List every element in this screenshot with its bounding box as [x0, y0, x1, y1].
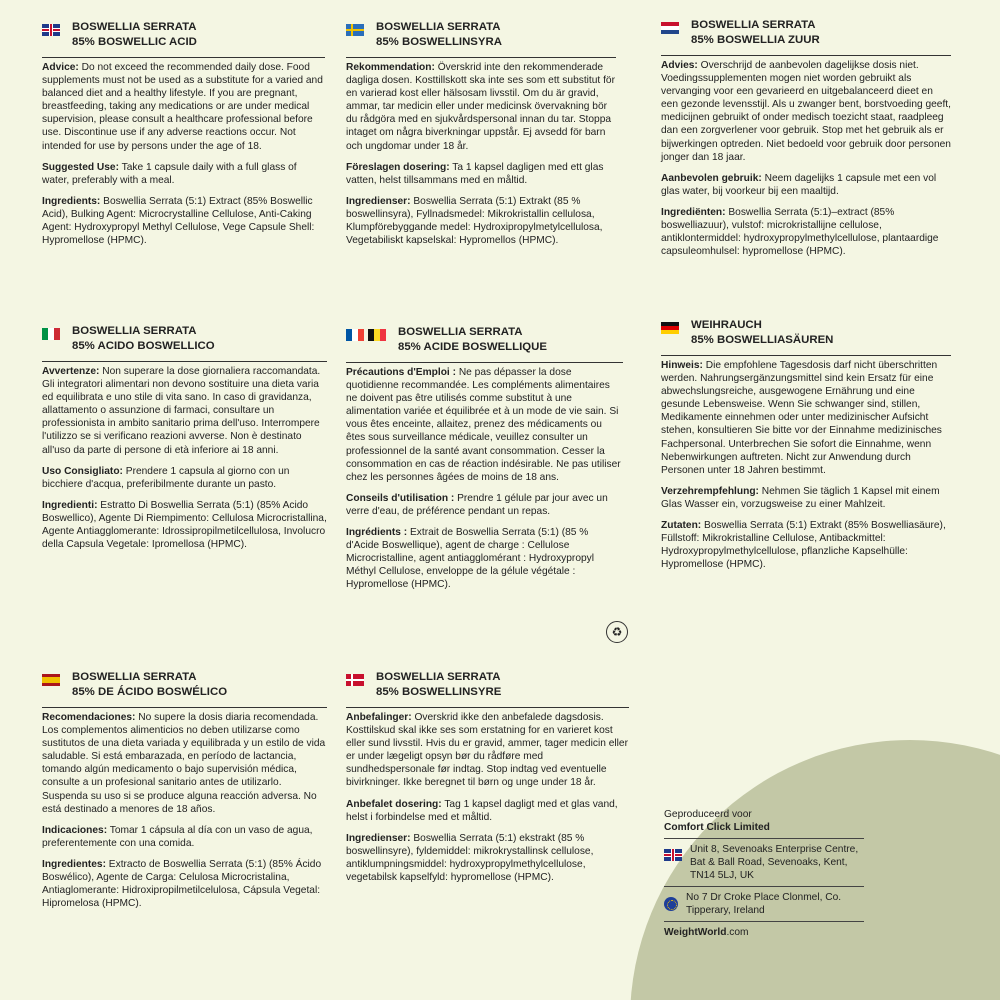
advice-paragraph: Recomendaciones: No supere la dosis diaria recomendada. Los complementos alimenticios no deben utilizarse como sustitutos de una dieta variada y equilibrada y un estilo de vida saludable. Si está embarazada, en período de lactancia, tomando algún medicamento o bajo supervisión médica, consulte a un profesional sanitario antes de utilizarlo. Suspenda su uso si se produce alguna reacción adversa. No está destinado a menores de 18 años.	[42, 712, 326, 815]
section-french	[346, 325, 623, 600]
title-line-2: 85% BOSWELLINSYRA	[376, 35, 502, 48]
recycle-icon: ♻	[606, 621, 628, 643]
title-line-1: BOSWELLIA SERRATA	[72, 325, 197, 337]
germany-flag-icon	[661, 322, 679, 334]
divider	[42, 57, 325, 58]
section-spanish	[42, 670, 327, 918]
france-flag-icon	[346, 329, 364, 341]
divider	[42, 361, 327, 362]
divider	[346, 57, 616, 58]
use-paragraph: Anbefalet dosering: Tag 1 kapsel dagligt med et glas vand, helst i forbindelse med et måltid.	[346, 798, 618, 823]
advice-paragraph: Hinweis: Die empfohlene Tagesdosis darf nicht überschritten werden. Nahrungsergänzungsmittel sind kein Ersatz für eine abwechslungsreiche, ausgewogene Ernährung und eine gesunde Lebensweise. Wenn Sie schwanger sind, stillen, Medikamente einnehmen oder unter medizinischer Aufsicht stehen, konsultieren Sie bitte vor der Einnahme medizinisches Fachpersonal. Unterbrechen Sie sofort die Einnahme, wenn Nebenwirkungen auftreten. Nicht zur Anwendung durch Personen unter 18 Jahren bestimmt.	[661, 360, 942, 476]
advice-paragraph: Advies: Overschrijd de aanbevolen dagelijkse dosis niet. Voedingssupplementen mogen niet worden gebruikt als vervanging voor een gevarieerd en uitgebalanceerd dieet en een gezonde levensstijl. Als u zwanger bent, borstvoeding geeft, medicijnen gebruikt of onder medisch toezicht staat, raadpleeg dan een zorgverlener voor gebruik. Stop met het gebruik als er bijwerkingen optreden. Niet bedoeld voor gebruik door personen jonger dan 18 jaar.	[661, 60, 951, 163]
netherlands-flag-icon	[661, 22, 679, 34]
title-line-2: 85% ACIDO BOSWELLICO	[72, 339, 215, 352]
advice-paragraph: Avvertenze: Non superare la dose giornaliera raccomandata. Gli integratori alimentari non devono sostituire una dieta varia ed equilibrata e uno stile di vita sano. In caso di gravidanza, allattamento o assunzione di farmaci, consultare un professionista in ambito sanitario prima dell'uso. Interrompere l'utilizzo se si verificano reazioni avverse. Non è destinato all'uso da parte di persone di età inferiore ai 18 anni.	[42, 366, 321, 456]
title-line-2: 85% BOSWELLIA ZUUR	[691, 33, 820, 46]
advice-paragraph: Rekommendation: Överskrid inte den rekommenderade dagliga dosen. Kosttillskott ska inte ses som ett substitut för en varierad kost eller hälsosam livsstil. Om du är gravid, ammar, tar medicin eller under medicinsk övervakning bör du rådgöra med en sjukvårdspersonal innan du tar. Stoppa intaget om några biverkningar uppstår. Ej avsedd för barn och ungdomar under 18 år.	[346, 62, 615, 152]
title-line-1: WEIHRAUCH	[691, 319, 762, 331]
use-paragraph: Uso Consigliato: Prendere 1 capsula al giorno con un bicchiere d'acqua, preferibilmente durante un pasto.	[42, 465, 290, 490]
title-line-1: BOSWELLIA SERRATA	[376, 21, 501, 33]
ingredients-paragraph: Ingredientes: Extracto de Boswellia Serrata (5:1) (85% Ácido Boswélico), Agente de Carga: Celulosa Microcristalina, Antiaglomerante: Hidroxipropilmetilcelulosa, Cápsula Vegetal: Hipromelosa (HPMC).	[42, 858, 322, 910]
uk-flag-icon	[42, 24, 60, 36]
section-danish	[346, 670, 629, 892]
section-swedish	[346, 20, 616, 255]
divider	[661, 355, 951, 356]
use-paragraph: Conseils d'utilisation : Prendre 1 gélule par jour avec un verre d'eau, de préférence pendant un repas.	[346, 492, 608, 517]
uk-address: Unit 8, Sevenoaks Enterprise Centre, Bat & Ball Road, Sevenoaks, Kent, TN14 5LJ, UK	[690, 844, 859, 881]
divider	[346, 707, 629, 708]
eu-flag-icon	[664, 897, 678, 911]
title-line-1: BOSWELLIA SERRATA	[72, 21, 197, 33]
divider	[42, 707, 327, 708]
ingredients-paragraph: Ingrédients : Extrait de Boswellia Serrata (5:1) (85 % d'Acide Boswellique), agent de charge : Cellulose Microcristalline, agent antiagglomérant : Hydroxypropyl Méthyl Cellulose, enveloppe de la gélule végétale : Hypromellose (HPMC).	[346, 527, 595, 591]
belgium-flag-icon	[368, 329, 386, 341]
ie-address-row	[664, 891, 864, 917]
sweden-flag-icon	[346, 24, 364, 36]
spain-flag-icon	[42, 674, 60, 686]
use-paragraph: Indicaciones: Tomar 1 cápsula al día con un vaso de agua, preferentemente con una comida.	[42, 824, 313, 849]
ingredients-paragraph: Ingrediënten: Boswellia Serrata (5:1)–extract (85% boswelliazuur), vulstof: microkristallijne cellulose, antiklontermiddel: hydroxypropylmethylcellulose, plantaardige capsuleomhulsel: hypromellose (HPMC).	[661, 206, 939, 258]
use-paragraph: Aanbevolen gebruik: Neem dagelijks 1 capsule met een vol glas water, bij voorkeur bij een maaltijd.	[661, 172, 937, 197]
title-line-2: 85% DE ÁCIDO BOSWÉLICO	[72, 685, 228, 698]
divider	[346, 362, 623, 363]
use-paragraph: Föreslagen dosering: Ta 1 kapsel dagligen med ett glas vatten, helst tillsammans med en måltid.	[346, 161, 604, 186]
advice-paragraph: Anbefalinger: Overskrid ikke den anbefalede dagsdosis. Kosttilskud skal ikke ses som erstatning for en varieret kost eller sund livsstil. Hvis du er gravid, ammer, tager medicin eller er under lægeligt opsyn bør du rådføre med sundhedspersonale før indtag. Stop indtag ved eventuelle bivirkninger. Ikke beregnet til børn og unge under 18 år.	[346, 712, 628, 789]
manufacturer-info	[664, 808, 864, 939]
title-line-2: 85% BOSWELLIASÄUREN	[691, 333, 834, 346]
divider	[664, 838, 864, 839]
title-line-1: BOSWELLIA SERRATA	[376, 671, 501, 683]
flag-group	[346, 329, 386, 341]
denmark-flag-icon	[346, 674, 364, 686]
section-italian	[42, 324, 327, 559]
section-german	[661, 318, 951, 579]
ie-address: No 7 Dr Croke Place Clonmel, Co. Tipperary, Ireland	[686, 892, 842, 916]
use-paragraph: Suggested Use: Take 1 capsule daily with a full glass of water, preferably with a meal.	[42, 161, 297, 186]
uk-address-row	[664, 843, 864, 882]
italy-flag-icon	[42, 328, 60, 340]
brand-website: WeightWorld.com	[664, 927, 749, 938]
section-english	[42, 20, 325, 255]
ingredients-paragraph: Ingredienti: Estratto Di Boswellia Serrata (5:1) (85% Acido Boswellico), Agente Di Riempimento: Cellulosa Microcristallina, Agente Antiagglomerante: Idrossipropilmetilcellulosa, Involucro della Capsula Vegetale: Ipromellosa (HPMC).	[42, 499, 327, 551]
title-line-1: BOSWELLIA SERRATA	[691, 19, 816, 31]
section-dutch	[661, 18, 951, 266]
title-line-2: 85% BOSWELLINSYRE	[376, 685, 502, 698]
ingredients-paragraph: Ingredienser: Boswellia Serrata (5:1) ekstrakt (85 % boswellinsyre), fyldemiddel: mikrokrystallinsk cellulose, antiklumpningsmiddel: hydroxypropylmethylcellulose, vegetabilsk kapselfyld: hypromellose (HPMC).	[346, 832, 594, 884]
produced-for-label: Geproduceerd voor	[664, 809, 752, 820]
use-paragraph: Verzehrempfehlung: Nehmen Sie täglich 1 Kapsel mit einem Glas Wasser ein, vorzugsweise zu einer Mahlzeit.	[661, 485, 940, 510]
ingredients-paragraph: Ingredienser: Boswellia Serrata (5:1) Extrakt (85 % boswellinsyra), Fyllnadsmedel: Mikrokristallin cellulosa, Klumpförebyggande medel: Hydroxipropylmetylcellulosa, Vegetabiliskt kapselskal: Hypromellos (HPMC).	[346, 195, 603, 247]
advice-paragraph: Précautions d'Emploi : Ne pas dépasser la dose quotidienne recommandée. Les compléments alimentaires ne doivent pas être utilisés comme substitut à une alimentation variée et équilibrée et à un mode de vie sain. Si vous êtes enceinte, allaitez, prenez des médicaments ou êtes sous surveillance médicale, veuillez consulter un professionnel de la santé avant consommation. Cesser la consommation en cas de réaction indésirable. Ne pas utiliser chez les personnes âgées de moins de 18 ans.	[346, 367, 621, 483]
divider	[661, 55, 951, 56]
company-name: Comfort Click Limited	[664, 822, 770, 833]
title-line-2: 85% ACIDE BOSWELLIQUE	[398, 340, 547, 353]
ingredients-paragraph: Ingredients: Boswellia Serrata (5:1) Extract (85% Boswellic Acid), Bulking Agent: Microcrystalline Cellulose, Anti-Caking Agent: Hydroxypropyl Methyl Cellulose, Vege Capsule Shell: Hypromellose (HPMC).	[42, 195, 315, 247]
title-line-1: BOSWELLIA SERRATA	[398, 326, 523, 338]
title-line-1: BOSWELLIA SERRATA	[72, 671, 197, 683]
ingredients-paragraph: Zutaten: Boswellia Serrata (5:1) Extrakt (85% Boswelliasäure), Füllstoff: Mikrokristalline Cellulose, Antibackmittel: Hydroxypropylmethylcellulose, pflanzliche Kapselhülle: Hypromellose (HPMC).	[661, 520, 946, 571]
divider	[664, 886, 864, 887]
advice-paragraph: Advice: Do not exceed the recommended daily dose. Food supplements must not be used as a substitute for a varied and balanced diet and a healthy lifestyle. If you are pregnant, breastfeeding, taking any medications or are under medical supervision, please consult a healthcare professional before use. Discontinue use if any adverse reactions occur. Not intended for use by persons under the age of 18.	[42, 62, 323, 152]
uk-flag-icon	[664, 849, 682, 861]
title-line-2: 85% BOSWELLIC ACID	[72, 35, 197, 48]
divider	[664, 921, 864, 922]
